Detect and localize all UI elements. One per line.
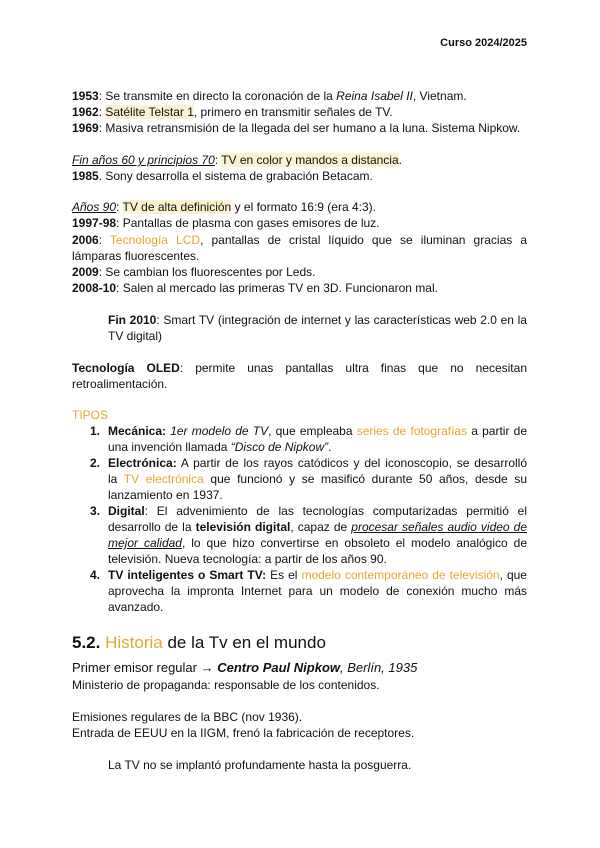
- orange-text: Historia: [105, 633, 163, 652]
- list-item-smart: 4. TV inteligentes o Smart TV: Es el modelo contemporáneo de televisión, que: [90, 568, 527, 582]
- bbc-line: Emisiones regulares de la BBC (nov 1936).: [72, 710, 303, 724]
- year-label: 1969: [72, 121, 99, 135]
- oled-label: Tecnología OLED: [72, 361, 180, 375]
- timeline-1962: 1962: Satélite Telstar 1, primero en transmitir señales de TV.: [72, 105, 393, 119]
- list-item-smart-cont: aprovecha la impronta Internet para un modelo de conexión mucho más: [108, 584, 527, 598]
- timeline-1953: 1953: Se transmite en directo la coronación de la Reina Isabel II, Vietnam.: [72, 89, 467, 103]
- oled-paragraph: Tecnología OLED: permite unas pantallas ultra finas que no necesitan: [72, 361, 527, 375]
- course-header: Curso 2024/2025: [440, 37, 527, 49]
- year-label: 1953: [72, 89, 99, 103]
- list-item-electronica: 2. Electrónica: A partir de los rayos catódicos y del iconoscopio, se desarrolló: [90, 456, 527, 470]
- list-item-digital-cont: desarrollo de la televisión digital, capaz de procesar señales audio video de: [108, 520, 527, 534]
- orange-text: Tecnología LCD: [109, 233, 201, 247]
- timeline-2009: 2009: Se cambian los fluorescentes por Leds.: [72, 265, 316, 279]
- list-item-electronica-end: lanzamiento en 1937.: [108, 488, 223, 502]
- year-label: 1997-98: [72, 216, 117, 230]
- list-item-digital-cont2: mejor calidad, lo que hizo convertirse en obsoleto el modelo analógico de: [108, 536, 527, 550]
- timeline-2008: 2008-10: Salen al mercado las primeras TV en 3D. Funcionaron mal.: [72, 281, 438, 295]
- orange-text: modelo contemporáneo de televisión: [301, 568, 500, 582]
- postwar-line: La TV no se implantó profundamente hasta la posguerra.: [108, 758, 412, 772]
- list-item-digital: 3. Digital: El advenimiento de las tecnologías computarizadas permitió el: [90, 504, 527, 518]
- timeline-2006-cont: lámparas fluorescentes.: [72, 249, 200, 263]
- highlight-text: TV de alta definición: [122, 200, 232, 214]
- period-label: Fin años 60 y principios 70: [72, 153, 215, 167]
- smart-tv-note: Fin 2010: Smart TV (integración de internet y las características web 2.0 en la: [108, 313, 527, 327]
- timeline-1969: 1969: Masiva retransmisión de la llegada del ser humano a la luna. Sistema Nipkow.: [72, 121, 521, 135]
- orange-text: series de fotografías: [356, 424, 468, 438]
- list-number: 3.: [90, 504, 101, 518]
- tipos-heading: TIPOS: [72, 408, 109, 422]
- list-item-mecanica-cont: una invención llamada “Disco de Nipkow”.: [108, 440, 332, 454]
- timeline-1997: 1997-98: Pantallas de plasma con gases emisores de luz.: [72, 216, 380, 230]
- year-label: Fin 2010: [108, 313, 157, 327]
- list-item-mecanica: 1. Mecánica: 1er modelo de TV, que empleaba series de fotografías a partir de: [90, 424, 527, 438]
- timeline-fin60: Fin años 60 y principios 70: TV en color y mandos a distancia.: [72, 153, 402, 167]
- timeline-a90: Años 90: TV de alta definición y el formato 16:9 (era 4:3).: [72, 200, 376, 214]
- year-label: 1985: [72, 169, 99, 183]
- period-label: Años 90: [72, 200, 117, 214]
- smart-tv-note-cont: TV digital): [108, 329, 163, 343]
- highlight-text: Satélite Telstar 1: [105, 105, 194, 119]
- timeline-2006: 2006: Tecnología LCD, pantallas de cristal líquido que se iluminan gracias a: [72, 233, 528, 247]
- usa-line: Entrada de EEUU en la IIGM, frenó la fabricación de receptores.: [72, 726, 415, 740]
- section-title: 5.2. Historia de la Tv en el mundo: [72, 633, 326, 652]
- highlight-text: TV en color y mandos a distancia: [221, 153, 399, 167]
- oled-paragraph-cont: retroalimentación.: [72, 377, 168, 391]
- ministry-line: Ministerio de propaganda: responsable de los contenidos.: [72, 678, 380, 692]
- list-number: 1.: [90, 424, 101, 438]
- list-number: 2.: [90, 456, 101, 470]
- year-label: 2008-10: [72, 281, 117, 295]
- list-item-smart-end: avanzado.: [108, 600, 164, 614]
- timeline-1985: 1985. Sony desarrolla el sistema de grabación Betacam.: [72, 169, 373, 183]
- year-label: 1962: [72, 105, 99, 119]
- list-number: 4.: [90, 568, 101, 582]
- section-number: 5.2.: [72, 633, 101, 652]
- year-label: 2009: [72, 265, 99, 279]
- list-item-digital-end: televisión. Nueva tecnología: a partir de los años 90.: [108, 552, 387, 566]
- first-broadcaster: Primer emisor regular → Centro Paul Nipkow, Berlín, 1935: [72, 660, 418, 675]
- list-item-electronica-cont: la TV electrónica que funcionó y se masificó durante 50 años, desde su: [108, 472, 528, 486]
- orange-text: TV electrónica: [123, 472, 204, 486]
- year-label: 2006: [72, 233, 99, 247]
